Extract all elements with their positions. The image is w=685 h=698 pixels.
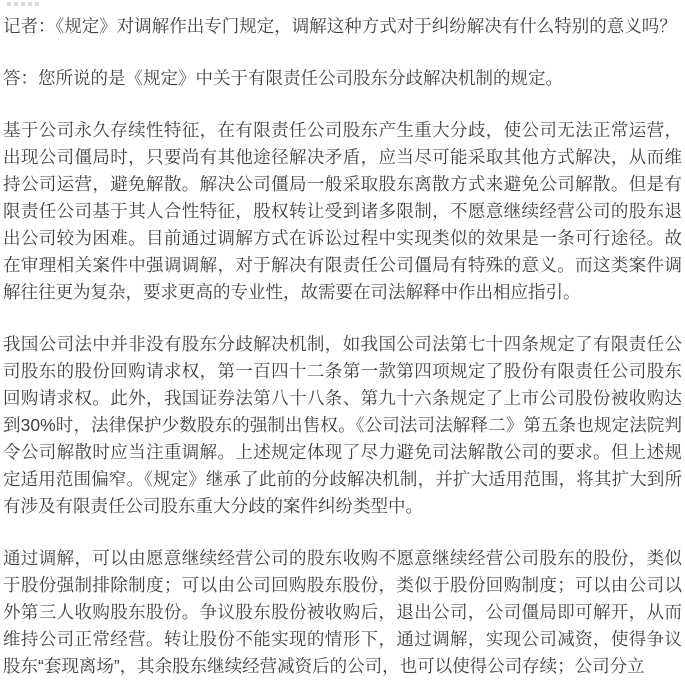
paragraph-answer-company-law: 我国公司法中并非没有股东分歧解决机制，如我国公司法第七十四条规定了有限责任公司股东的股份回购请求权，第一百四十二条第一款第四项规定了股份有限责任公司股东回购请求权。此外，我国证券法第八十八条、第九十六条规定了上市公司股份被收购达到30%时，法律保护少数股东的强制出售权。《公司法司法解释二》第五条也规定法院判令公司解散时应当注重调解。上述规定体现了尽力避免司法解散公司的要求。但上述规定适用范围偏窄。《规定》继承了此前的分歧解决机制，并扩大适用范围，将其扩大到所有涉及有限责任公司股东重大分歧的案件纠纷类型中。 (3, 334, 682, 516)
paragraph-answer-deadlock: 基于公司永久存续性特征，在有限责任公司股东产生重大分歧，使公司无法正常运营，出现公司僵局时，只要尚有其他途径解决矛盾，应当尽可能采取其他方式解决，从而维持公司运营，避免解散。解决公司僵局一般采取股东离散方式来避免公司解散。但是有限责任公司基于其人合性特征，股权转让受到诸多限制，不愿意继续经营公司的股东退出公司较为困难。目前通过调解方式在诉讼过程中实现类似的效果是一条可行途径。故在审理相关案件中强调调解，对于解决有限责任公司僵局有特殊的意义。而这类案件调解往往更为复杂，要求更高的专业性，故需要在司法解释中作出相应指引。 (3, 120, 682, 302)
clipped-text-fragment (7, 2, 39, 6)
paragraph-question: 记者：《规定》对调解作出专门规定，调解这种方式对于纠纷解决有什么特别的意义吗？ (3, 16, 677, 36)
paragraph-answer-intro: 答：您所说的是《规定》中关于有限责任公司股东分歧解决机制的规定。 (3, 68, 563, 88)
paragraph-answer-mediation-methods: 通过调解，可以由愿意继续经营公司的股东收购不愿意继续经营公司股东的股份，类似于股份强制排除制度；可以由公司回购股东股份，类似于股份回购制度；可以由公司以外第三人收购股东股份。争议股东股份被收购后，退出公司，公司僵局即可解开，从而维持公司正常经营。转让股份不能实现的情形下，通过调解，实现公司减资，使得争议股东“套现离场”，其余股东继续经营减资后的公司，也可以使得公司存续；公司分立 (3, 548, 682, 676)
